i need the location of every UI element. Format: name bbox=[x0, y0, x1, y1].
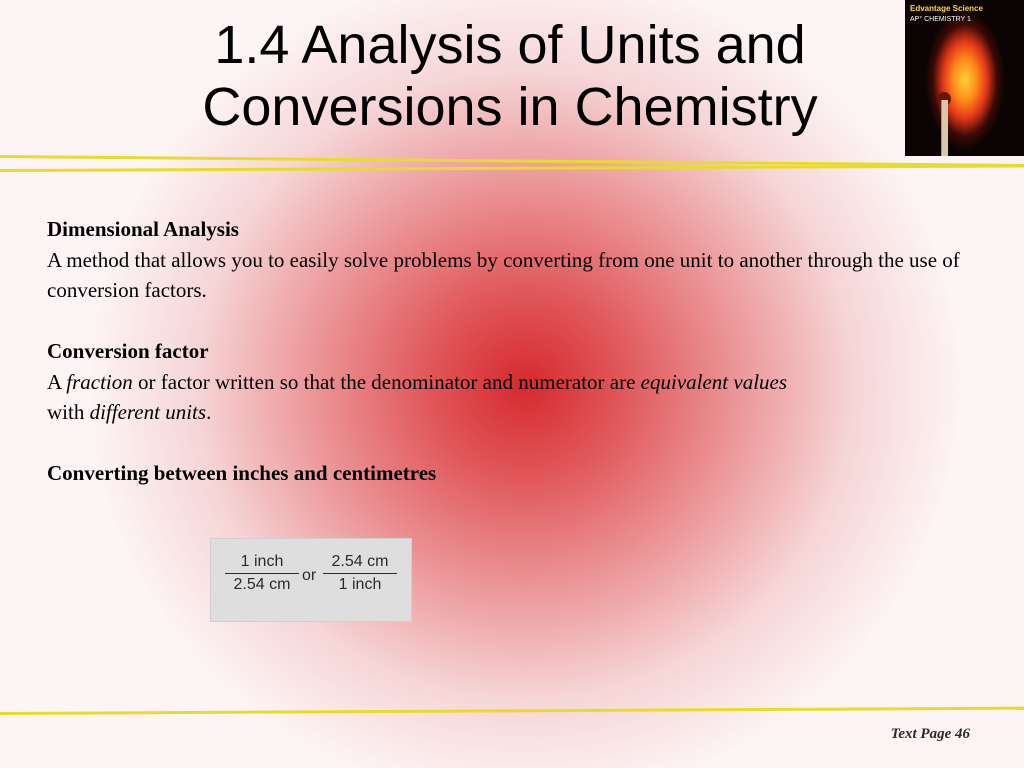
formula-connector: or bbox=[302, 567, 317, 584]
bottom-rule bbox=[0, 707, 1024, 715]
cover-course: AP° CHEMISTRY 1 bbox=[910, 16, 971, 23]
fraction1-numerator: 1 inch bbox=[225, 553, 299, 574]
heading-conversion-factor: Conversion factor bbox=[47, 339, 209, 363]
definition-dimensional-analysis: A method that allows you to easily solve problems by converting from one unit to another through the use of conversion factors. bbox=[47, 247, 960, 302]
title-line-1: 1.4 Analysis of Units and bbox=[214, 15, 806, 75]
conversion-factor-formula bbox=[210, 538, 412, 622]
title-line-2: Conversions in Chemistry bbox=[202, 77, 818, 137]
slide-title bbox=[110, 14, 910, 138]
fraction-cm-per-inch bbox=[323, 553, 397, 594]
fraction1-denominator: 2.54 cm bbox=[233, 576, 291, 593]
fraction2-numerator: 2.54 cm bbox=[323, 553, 397, 574]
heading-converting: Converting between inches and centimetres bbox=[47, 461, 437, 485]
definition-conversion-factor: A fraction or factor written so that the denominator and numerator are equivalent values with different units. bbox=[47, 369, 788, 424]
heading-dimensional-analysis: Dimensional Analysis bbox=[47, 217, 239, 241]
cover-brand: Edvantage Science bbox=[910, 4, 983, 13]
top-rule-2 bbox=[0, 165, 1024, 172]
fraction-inch-per-cm bbox=[225, 553, 299, 594]
text-page-reference: Text Page 46 bbox=[890, 726, 970, 742]
match-stick bbox=[941, 100, 948, 156]
slide-body bbox=[47, 214, 987, 489]
fraction2-denominator: 1 inch bbox=[338, 576, 382, 593]
textbook-cover-image bbox=[905, 0, 1024, 156]
